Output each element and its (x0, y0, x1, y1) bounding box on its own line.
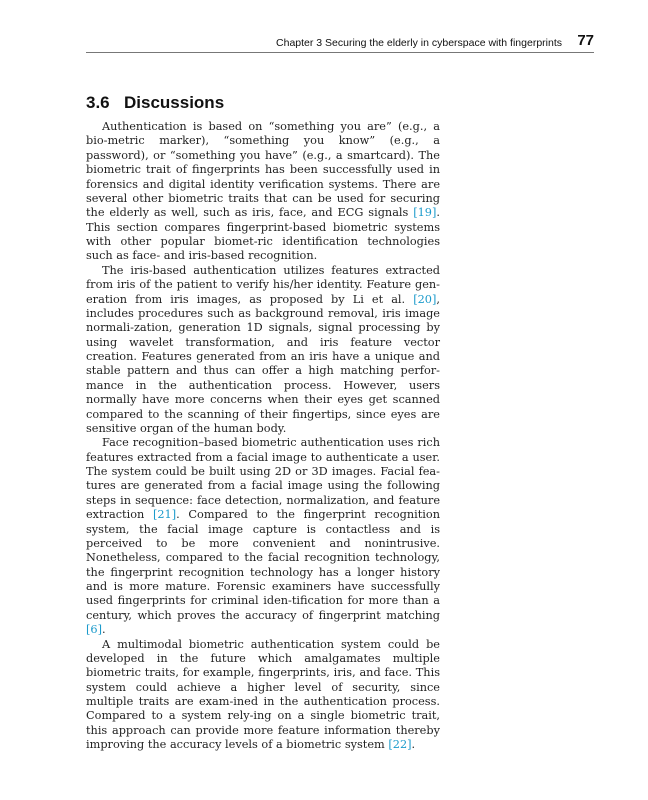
paragraph: A multimodal biometric authentication system could be developed in the future which amalgamates multiple biometric traits, for example, fingerprints, iris, and face. This system could achieve a higher level of security, since multiple traits are exam-ined in the authentication process. Compared to a system rely-ing on a single biometric trait, this approach can provide more feature information thereby improving the accuracy levels of a biometric system [22]. (86, 637, 440, 752)
citation-link[interactable]: [20] (413, 292, 437, 306)
chapter-title: Chapter 3 Securing the elderly in cyberspace with fingerprints (276, 37, 562, 49)
page-number: 77 (577, 32, 594, 49)
citation-link[interactable]: [22] (388, 738, 412, 752)
body-text (86, 120, 440, 753)
section-title: Discussions (124, 93, 225, 112)
section-number: 3.6 (86, 93, 110, 112)
citation-link[interactable]: [6] (86, 623, 103, 637)
citation-link[interactable]: [19] (413, 206, 437, 220)
running-header (86, 34, 594, 53)
section-heading (86, 93, 224, 113)
paragraph: The iris-based authentication utilizes features extracted from iris of the patient to verify his/her identity. Feature gen-eration from iris images, as proposed by Li et al. [20], includes procedures such as background removal, iris image normali-zation, generation 1D signals, signal processing by using wavelet transformation, and iris feature vector creation. Features generated from an iris have a unique and stable pattern and thus can offer a high matching perfor-mance in the authentication process. However, users normally have more concerns when their eyes get scanned compared to the scanning of their fingertips, since eyes are sensitive organ of the human body. (86, 263, 440, 435)
paragraph: Authentication is based on “something you are” (e.g., a bio-metric marker), “something you know” (e.g., a password), or “something you have” (e.g., a smartcard). The biometric trait of fingerprints has been successfully used in forensics and digital identity verification systems. There are several other biometric traits that can be used for securing the elderly as well, such as iris, face, and ECG signals [19]. This section compares fingerprint-based biometric systems with other popular biomet-ric identification technologies such as face- and iris-based recognition. (86, 120, 440, 263)
paragraph: Face recognition–based biometric authentication uses rich features extracted from a facial image to authenticate a user. The system could be built using 2D or 3D images. Facial fea-tures are generated from a facial image using the following steps in sequence: face detection, normalization, and feature extraction [21]. Compared to the fingerprint recognition system, the facial image capture is contactless and is perceived to be more convenient and nonintrusive. Nonetheless, compared to the facial recognition technology, the fingerprint recognition technology has a longer history and is more mature. Forensic examiners have successfully used fingerprints for criminal iden-tification for more than a century, which proves the accuracy of fingerprint matching [6]. (86, 436, 440, 637)
citation-link[interactable]: [21] (152, 508, 177, 522)
